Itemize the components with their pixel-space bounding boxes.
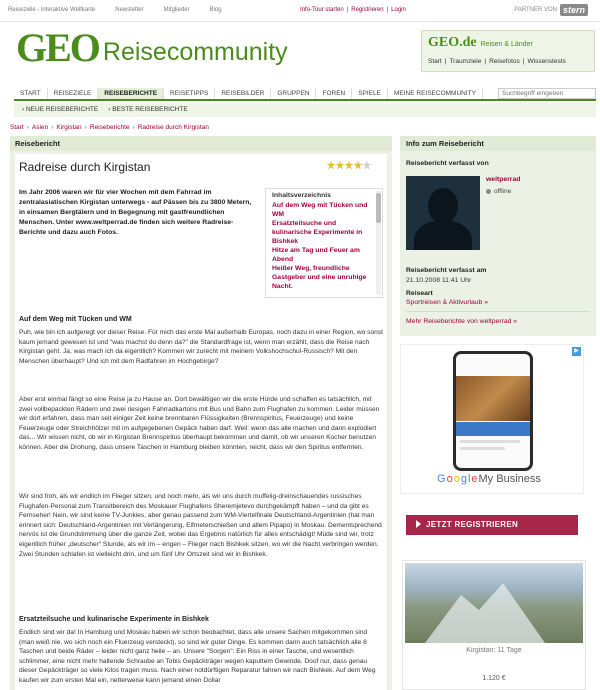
travel-type-label: Reiseart: [406, 290, 433, 297]
separator: |: [346, 7, 349, 13]
partner-notice: [514, 4, 588, 16]
nav-item-spiele[interactable]: SPIELE: [352, 88, 388, 99]
paragraph: Aber erst einmal fängt so eine Reise ja zu Hause an. Dort bewältigen wir die erste Hürde und schaffen es tatsächlich, mit zwei vollbepackten Rädern und zwei riesigen Fahrradkartons mit Bus und Bahn zum Flughafen zu kommen. Leider müssen wir dort erfahren, dass man seit einiger Zeit keine brennbaren Flüssigkeiten (Brennspiritus, Feuerzeuge) und keine Feuerzeuge oder Streichhölzer mit im aufgegebenen Gepäck haben darf. Weil: wenn das alle machen und dann explodiert das... Wir wissen nicht, ob wir in Kirgistan Brennspiritus überhaupt bekommen und damit, ob wir unseren Kocher benutzen können. Aber die Drohung, dass unsere Taschen in Hamburg bleiben könnten, reicht, dass wir den Spiritus entfernten.: [19, 396, 380, 451]
top-link-weltkarte[interactable]: Reiseziele - interaktive Weltkarte: [8, 7, 96, 13]
section-heading: Auf dem Weg mit Tücken und WM: [19, 316, 132, 323]
separator: |: [386, 7, 389, 13]
nav-item-reisetipps[interactable]: REISETIPPS: [164, 88, 215, 99]
breadcrumb-kirgistan[interactable]: Kirgistan: [56, 124, 82, 131]
logo-reisecommunity: Reisecommunity: [102, 38, 288, 66]
trip-price: 1.120 €: [482, 675, 506, 682]
paragraph: Endlich sind wir da! In Hamburg und Moskau haben wir schon beobachtet, dass alle unsere Sachen mitgekommen sind (man weiß nie, wo sich noch ein Fluerzeug versteckt), so sind wir guter Dinge. Es kommen dann auch tatsächlich alle 8 Taschen und beide Räder – leider nicht ganz heile – an. Unsere "Sorgen": Ein Riss in einer Tasche, und wesentlich schlimmer, eine nicht mehr haltende Schraube an Tobis Gepäckträger wegen kaputtem Gewinde. Doof nur, dass genau dieser Gepäckträger so viele Kilos tragen muss. Nach einer notdürftigen Reparatur fahren wir nach Bishkek. Auf dem Weg kaufen wir zum ersten Mal ein, netterweise kann jemand einen Dollar: [19, 629, 376, 684]
register-button-label: JETZT REGISTRIEREN: [426, 520, 519, 529]
top-link-blog[interactable]: Blog: [209, 7, 222, 13]
top-links: [8, 7, 222, 13]
toc-item[interactable]: Ersatzteilsuche und kulinarische Experimente in Bishkek: [272, 220, 363, 245]
register-button[interactable]: [406, 515, 578, 535]
author-name-link[interactable]: weltperrad: [486, 176, 521, 183]
geo-link-start[interactable]: Start: [428, 58, 442, 65]
more-reports-link[interactable]: Mehr Reiseberichte von weltperrad »: [406, 318, 518, 325]
geo-link-wissenstests[interactable]: Wissenstests: [527, 58, 566, 65]
avatar[interactable]: [406, 176, 480, 250]
toc-item[interactable]: Hitze am Tag und Feuer am Abend: [272, 247, 360, 263]
phone-image: [453, 351, 533, 471]
breadcrumb-asien[interactable]: Asien: [31, 124, 49, 131]
star-icon: [345, 161, 353, 169]
sub-nav: [14, 103, 596, 117]
logo-geo: GEO: [16, 25, 99, 70]
rating-stars: [327, 161, 371, 169]
divider: [406, 311, 590, 312]
geo-de-links: Start | Traumziele | Reisefotos | Wissenstests: [428, 58, 566, 65]
nav-item-meine-reisecommunity[interactable]: MEINE REISECOMMUNITY: [388, 88, 483, 99]
toc-title: Inhaltsverzeichnis: [272, 192, 331, 199]
nav-item-foren[interactable]: FOREN: [316, 88, 352, 99]
toc-item[interactable]: Heißer Weg, freundliche Gastgeber und eine unruhige Nacht.: [272, 265, 367, 290]
status-badge: [486, 188, 511, 195]
info-tour-link[interactable]: Info-Tour starten: [300, 7, 344, 13]
mountain-photo: [405, 563, 583, 643]
site-logo[interactable]: [16, 25, 288, 70]
paragraph: Puh, wie bin ich aufgeregt vor dieser Reise. Für mich das erste Mal außerhalb Europas, noch dazu in einer Region, wo sonst kaum jemand gewesen ist und "was machst du denn da?" die Standardfrage ist, wenn man erzählt, dass die Reise nach Kirgistan geht. Ja, was mach ich da eigentlich? Kommen wir zurecht mit meinem Volkshochschul-Russisch? Mit den Menschen überhaupt? Und ich mit dem Radfahren im Hochgebirge?: [19, 329, 383, 365]
table-of-contents: [265, 188, 383, 298]
toc-item[interactable]: Auf dem Weg mit Tücken und WM: [272, 202, 368, 218]
status-text: offline: [494, 188, 512, 195]
account-links: [300, 7, 406, 13]
geo-link-reisefotos[interactable]: Reisefotos: [489, 58, 520, 65]
star-empty-icon: [363, 161, 371, 169]
geo-de-logo[interactable]: GEO.de: [428, 35, 477, 50]
author-label: Reisebericht verfasst von: [406, 160, 489, 167]
top-link-newsletter[interactable]: Newsletter: [115, 7, 144, 13]
partner-label: PARTNER VON: [514, 7, 557, 13]
login-link[interactable]: Login: [391, 7, 406, 13]
google-my-business-logo: G o o g l e My Business: [437, 473, 541, 485]
report-panel-heading: Reisebericht: [10, 136, 392, 151]
ad-info-icon[interactable]: ▶: [572, 347, 581, 356]
trip-teaser[interactable]: [402, 560, 586, 690]
breadcrumb-current[interactable]: Radreise durch Kirgistan: [137, 124, 209, 131]
article: [15, 154, 387, 690]
nav-item-start[interactable]: START: [14, 88, 48, 99]
star-icon: [354, 161, 362, 169]
report-info-panel: [400, 136, 596, 336]
search-input[interactable]: [498, 88, 596, 99]
advertisement[interactable]: [400, 344, 584, 494]
nav-item-gruppen[interactable]: GRUPPEN: [271, 88, 316, 99]
breadcrumb-reiseberichte[interactable]: Reiseberichte: [89, 124, 130, 131]
star-icon: [336, 161, 344, 169]
nav-item-reiseberichte[interactable]: REISEBERICHTE: [98, 88, 164, 99]
offline-dot-icon: [486, 189, 491, 194]
date-label: Reisebericht verfasst am: [406, 267, 487, 274]
paragraph: Wir sind froh, als wir endlich im Flieger sitzen, und noch mehr, als wir uns durch muffelig-dreinschauendes russisches Flughafen-Personal zum Transitbereich des Moskauer Flughafens Sheremjetevo durchgekämpft haben – und da gibt es Fernseher! Nein, wir sind keine TV-Junkies, aber genau passend zum WM-Viertelfinale Deutschland-Argentinien (hat man erinnert sich: Deutschland-Argentinien mit Verlängerung, Elfmeterschießen und allem Pipapo) in Moskau. Dementsprechend nervös ist die Grundstimmung über die ganze Zeit, wobei das Ergebnis natürlich für alles entschädigt! Müde sind wir, trotz eigentlich früher „deutscher“ Stunde, als wir im – engen – Flieger nach Bishkek sitzen, wo wir die Nacht verbringen werden. Zwei Stunden schlafen ist vielleicht drin, und um fünf Uhr Ortszeit sind wir in Bishkek.: [19, 493, 382, 558]
page-title: Radreise durch Kirgistan: [19, 160, 151, 174]
article-intro: Im Jahr 2006 waren wir für vier Wochen mit dem Fahrrad im zentralasiatischen Kirgistan unterwegs - auf Pässen bis zu 3800 Metern, in einsamen Bergtälern und in Begegnung mit gastfreundlichen Menschen. Unter www.weltperrad.de finden sich weitere Radreise-Berichte und dazu auch Fotos.: [19, 189, 252, 236]
nav-item-reiseziele[interactable]: REISEZIELE: [48, 88, 99, 99]
report-info-heading: Info zum Reisebericht: [400, 136, 596, 151]
breadcrumb-start[interactable]: Start: [10, 124, 24, 131]
subnav-beste-reiseberichte[interactable]: › BESTE REISEBERICHTE: [108, 106, 188, 113]
toc-scrollbar-thumb[interactable]: [376, 193, 381, 223]
travel-type-link[interactable]: Sportreisen & Aktivurlaub »: [406, 299, 488, 306]
geo-link-traumziele[interactable]: Traumziele: [449, 58, 482, 65]
main-nav: [14, 88, 596, 101]
breadcrumb: Start › Asien › Kirgistan › Reiseberichte › Radreise durch Kirgistan: [10, 124, 209, 131]
play-arrow-icon: [416, 520, 421, 528]
report-panel: [10, 136, 392, 690]
register-link[interactable]: Registrieren: [351, 7, 384, 13]
trip-caption: Kirgistan: 11 Tage: [466, 647, 522, 654]
date-value: 21.10.2008 11:41 Uhr: [406, 277, 472, 284]
stern-logo[interactable]: stern: [560, 4, 588, 16]
nav-item-reisebilder[interactable]: REISEBILDER: [215, 88, 271, 99]
top-utility-bar: [0, 0, 600, 22]
subnav-neue-reiseberichte[interactable]: › NEUE REISEBERICHTE: [22, 106, 99, 113]
top-link-mitglieder[interactable]: Mitglieder: [163, 7, 190, 13]
section-heading: Ersatzteilsuche und kulinarische Experimente in Bishkek: [19, 616, 209, 623]
geo-de-box: [421, 30, 595, 72]
star-icon: [327, 161, 335, 169]
geo-de-tagline: Reisen & Länder: [480, 41, 533, 48]
